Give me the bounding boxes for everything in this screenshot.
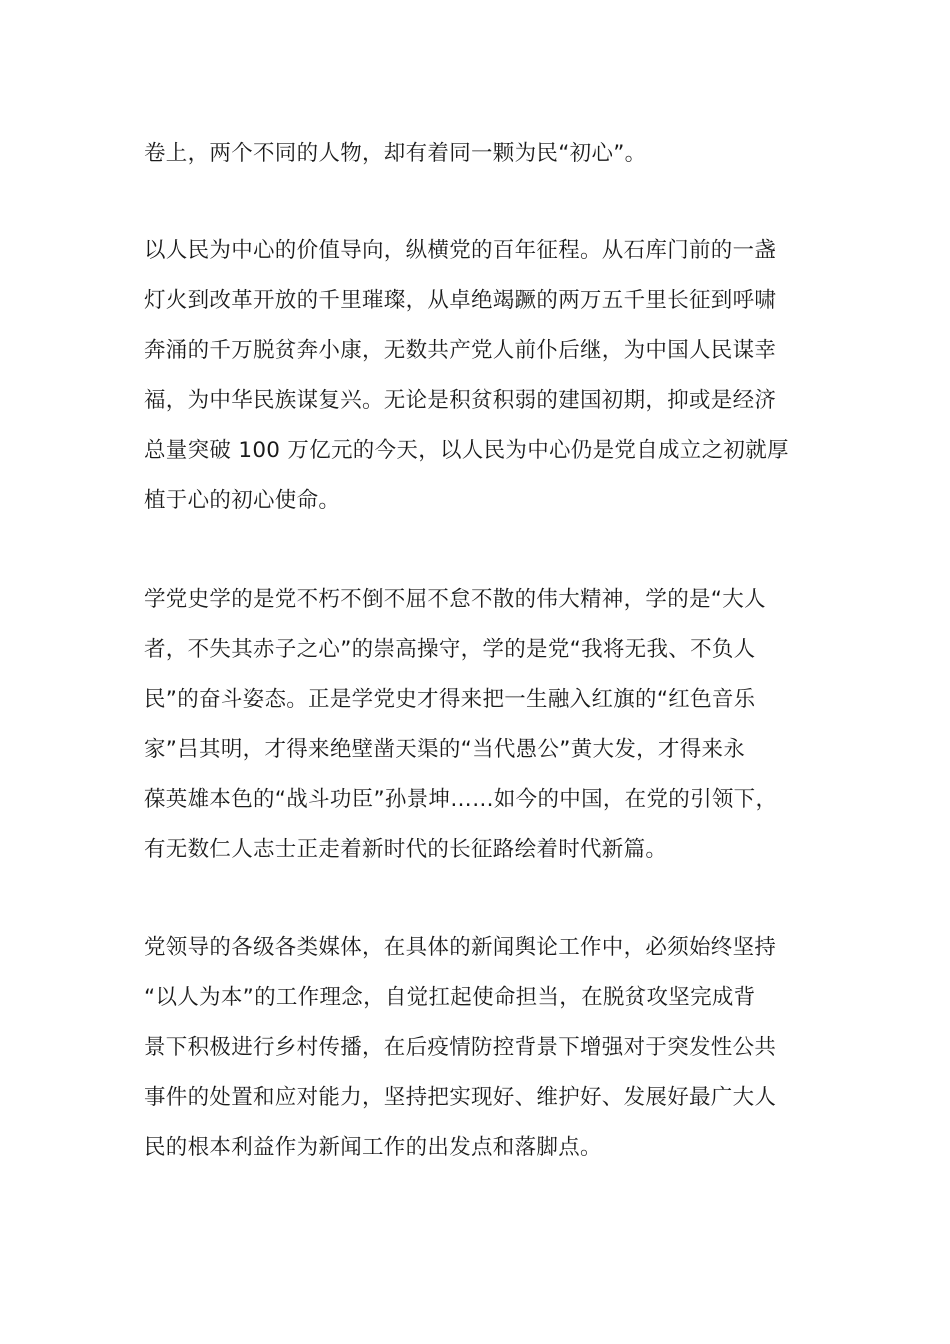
paragraph-2-line-6: 植于心的初心使命。 [144,488,341,513]
paragraph-3-line-3: 民”的奋斗姿态。正是学党史才得来把一生融入红旗的“红色音乐 [144,687,756,712]
paragraph-3-line-2: 者，不失其赤子之心”的崇高操守，学的是党“我将无我、不负人 [144,637,756,662]
paragraph-4-line-3: 景下积极进行乡村传播，在后疫情防控背景下增强对于突发性公共 [144,1035,777,1060]
paragraph-4-line-4: 事件的处置和应对能力，坚持把实现好、维护好、发展好最广大人 [144,1085,777,1110]
paragraph-4-line-1: 党领导的各级各类媒体，在具体的新闻舆论工作中，必须始终坚持 [144,935,777,960]
paragraph-2-line-4: 福，为中华民族谋复兴。无论是积贫积弱的建国初期，抑或是经济 [144,388,777,413]
paragraph-4-line-2: “以人为本”的工作理念，自觉扛起使命担当，在脱贫攻坚完成背 [144,985,756,1010]
paragraph-3-line-1: 学党史学的是党不朽不倒不屈不怠不散的伟大精神，学的是“大人 [144,587,766,612]
paragraph-3-line-6: 有无数仁人志士正走着新时代的长征路绘着时代新篇。 [144,837,668,862]
paragraph-1-line-1: 卷上，两个不同的人物，却有着同一颗为民“初心”。 [144,141,647,166]
paragraph-2-line-3: 奔涌的千万脱贫奔小康，无数共产党人前仆后继，为中国人民谋幸 [144,338,777,363]
paragraph-2-line-2: 灯火到改革开放的千里璀璨，从卓绝竭蹶的两万五千里长征到呼啸 [144,288,777,313]
paragraph-4-line-5: 民的根本利益作为新闻工作的出发点和落脚点。 [144,1135,602,1160]
paragraph-2-line-5: 总量突破 100 万亿元的今天，以人民为中心仍是党自成立之初就厚 [144,438,789,463]
paragraph-3-line-5: 葆英雄本色的“战斗功臣”孙景坤……如今的中国，在党的引领下， [144,787,778,812]
paragraph-2-line-1: 以人民为中心的价值导向，纵横党的百年征程。从石库门前的一盏 [144,238,777,263]
paragraph-3-line-4: 家”吕其明，才得来绝壁凿天渠的“当代愚公”黄大发，才得来永 [144,737,746,762]
